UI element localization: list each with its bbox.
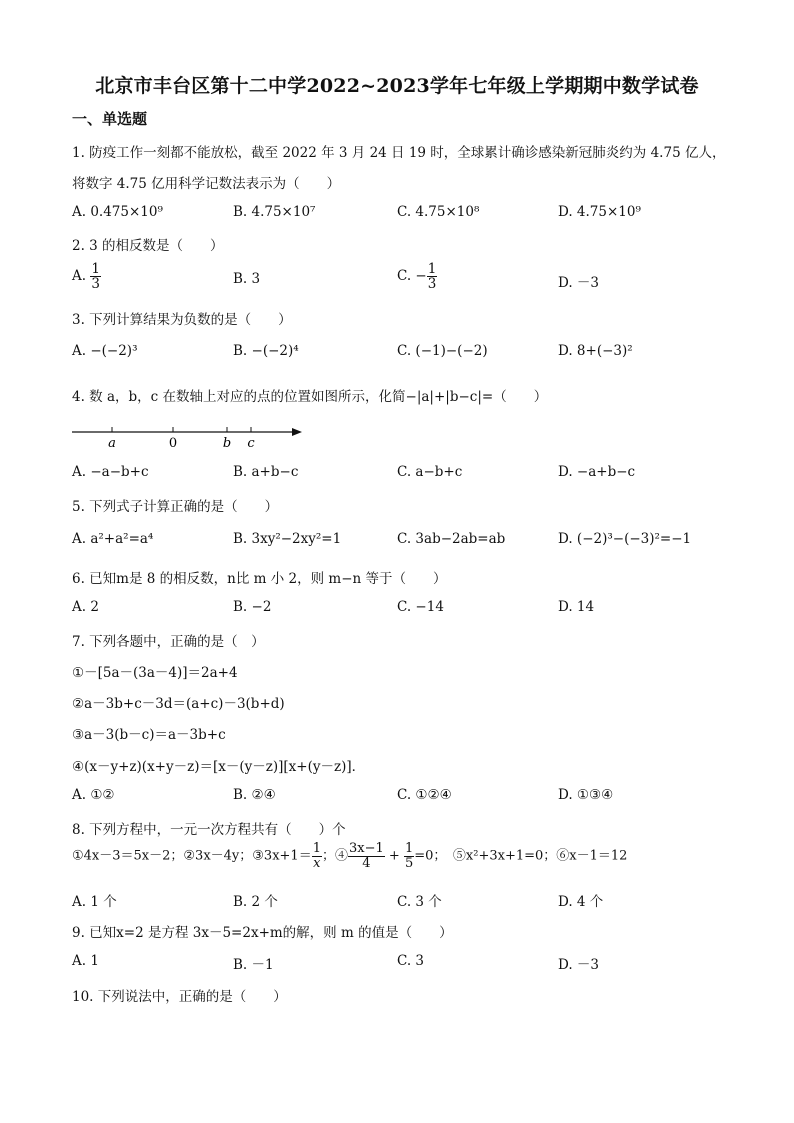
q5-stem: 5. 下列式子计算正确的是（ ） <box>72 499 279 515</box>
q7-item-2: ②a－3b+c－3d＝(a+c)－3(b+d) <box>72 696 285 712</box>
q6-option-a: A. 2 <box>72 599 99 615</box>
q2-option-a: A. $\frac{1}{3}$ <box>72 261 100 293</box>
fraction: $\frac{3x-1}{4}$ <box>349 841 384 871</box>
q3-stem: 3. 下列计算结果为负数的是（ ） <box>72 312 292 328</box>
q2-option-c: C. − $\frac{1}{3}$ <box>397 261 437 293</box>
q2-stem: 2. 3 的相反数是（ ） <box>72 238 224 254</box>
q1-option-c: C. 4.75×10⁸ <box>397 204 480 220</box>
q3-option-a: A. −(−2)³ <box>72 343 138 359</box>
q10-stem: 10. 下列说法中，正确的是（ ） <box>72 989 287 1005</box>
fraction: $\frac{1}{3}$ <box>91 261 100 293</box>
q6-option-c: C. −14 <box>397 599 444 615</box>
q7-option-b: B. ②④ <box>233 787 276 803</box>
q5-option-c: C. 3ab−2ab=ab <box>397 531 506 547</box>
q8-option-d: D. 4 个 <box>558 894 604 910</box>
q9-option-c: C. 3 <box>397 953 425 969</box>
q4-option-c: C. a−b+c <box>397 464 463 480</box>
fraction: $\frac{1}{3}$ <box>427 261 437 293</box>
q3-option-d: D. 8+(−3)² <box>558 343 633 359</box>
q4-option-a: A. −a−b+c <box>72 464 149 480</box>
q5-option-a: A. a²+a²=a⁴ <box>72 531 154 547</box>
q7-option-c: C. ①②④ <box>397 787 452 803</box>
q3-option-c: C. (−1)−(−2) <box>397 343 488 359</box>
q1-option-d: D. 4.75×10⁹ <box>558 204 641 220</box>
q5-option-b: B. 3xy²−2xy²=1 <box>233 531 342 547</box>
q6-option-b: B. −2 <box>233 599 272 615</box>
q7-option-a: A. ①② <box>72 787 115 803</box>
q4-option-b: B. a+b−c <box>233 464 299 480</box>
q1-option-a: A. 0.475×10⁹ <box>72 204 163 220</box>
q8-option-a: A. 1 个 <box>72 894 117 910</box>
q9-option-a: A. 1 <box>72 953 99 969</box>
q7-item-3: ③a－3(b－c)＝a－3b+c <box>72 727 226 743</box>
label-zero: 0 <box>168 436 178 451</box>
q7-option-d: D. ①③④ <box>558 787 614 803</box>
fraction: $\frac{1}{x}$ <box>312 841 321 871</box>
q1-stem-line1: 1. 防疫工作一刻都不能放松，截至 2022 年 3 月 24 日 19 时，全球累计确诊感染新冠肺炎约为 4.75 亿人， <box>72 145 726 161</box>
number-line-diagram <box>72 424 312 454</box>
q4-stem: 4. 数 a，b，c 在数轴上对应的点的位置如图所示，化简−|a|+|b−c|=（ ） <box>72 389 548 405</box>
q9-option-d: D. －3 <box>558 957 600 973</box>
section-heading: 一、单选题 <box>72 110 148 128</box>
fraction: $\frac{1}{5}$ <box>404 841 414 871</box>
q4-option-d: D. −a+b−c <box>558 464 636 480</box>
q9-stem: 9. 已知x=2 是方程 3x－5=2x+m的解，则 m 的值是（ ） <box>72 925 453 941</box>
q8-equations: ①4x－3＝5x－2；②3x－4y；③3x+1＝ $\frac{1}{x}$ ；④ $\frac{3x-1}{4}$ + $\frac{1}{5}$ =0； ⑤x²+3x+1=0；⑥x－1＝12 <box>72 841 628 871</box>
q8-stem: 8. 下列方程中，一元一次方程共有（ ）个 <box>72 822 346 838</box>
q2-option-d: D. －3 <box>558 275 600 291</box>
q2-option-b: B. 3 <box>233 271 261 287</box>
q6-stem: 6. 已知m是 8 的相反数，n比 m 小 2，则 m−n 等于（ ） <box>72 571 447 587</box>
q1-option-b: B. 4.75×10⁷ <box>233 204 316 220</box>
q9-option-b: B. －1 <box>233 957 274 973</box>
label-b: b <box>222 436 232 451</box>
label-a: a <box>108 436 116 451</box>
q5-option-d: D. (−2)³−(−3)²=−1 <box>558 531 692 547</box>
q8-option-b: B. 2 个 <box>233 894 278 910</box>
q7-item-1: ①－[5a－(3a－4)]＝2a+4 <box>72 665 238 681</box>
q3-option-b: B. −(−2)⁴ <box>233 343 299 359</box>
q7-stem: 7. 下列各题中，正确的是（ ） <box>72 634 265 650</box>
exam-title: 北京市丰台区第十二中学2022~2023学年七年级上学期期中数学试卷 <box>95 75 699 97</box>
q1-stem-line2: 将数字 4.75 亿用科学记数法表示为（ ） <box>72 176 341 192</box>
arrow-head-icon <box>292 428 302 436</box>
q6-option-d: D. 14 <box>558 599 595 615</box>
q8-option-c: C. 3 个 <box>397 894 442 910</box>
label-c: c <box>247 436 255 451</box>
q7-item-4: ④(x－y+z)(x+y－z)＝[x－(y－z)][x+(y－z)]． <box>72 759 366 775</box>
